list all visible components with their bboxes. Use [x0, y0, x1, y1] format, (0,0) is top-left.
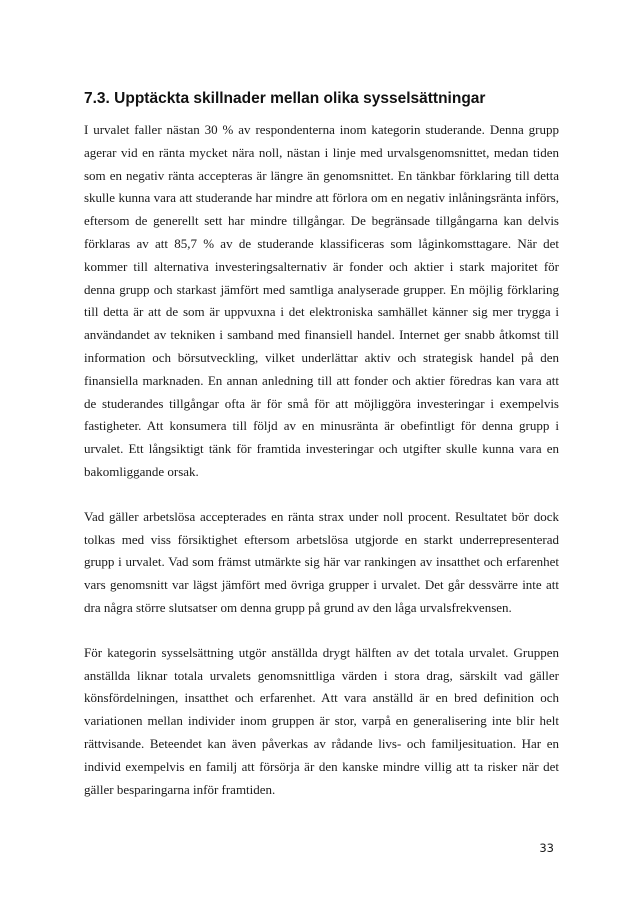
- paragraph-unemployed: Vad gäller arbetslösa accepterades en ränta strax under noll procent. Resultatet bör dock tolkas med viss försiktighet eftersom arbetslösa utgjorde en starkt underrepresenterad grupp i urvalet. Vad som främst utmärkte sig här var rankingen av insatthet och erfarenhet vars genomsnitt var lägst jämfört med övriga grupper i urvalet. Det går dessvärre inte att dra några större slutsatser om denna grupp på grund av den låga urvalsfrekvensen.: [84, 508, 559, 615]
- paragraph-employed: För kategorin sysselsättning utgör anställda drygt hälften av det totala urvalet. Gruppen anställda liknar totala urvalets genomsnittliga värden i stora drag, särskilt vad gäller könsfördelningen, insatthet och erfarenhet. Att vara anställd är en bred definition och variationen mellan individer inom gruppen är stor, varpå en generalisering inte blir helt rättvisande. Beteendet kan även påverkas av rådande livs- och familjesituation. Har en individ exempelvis en familj att försörja är den kanske mindre villig att ta risker när det gäller besparingarna inför framtiden.: [84, 644, 559, 797]
- paragraph-students: I urvalet faller nästan 30 % av respondenterna inom kategorin studerande. Denna grupp agerar vid en ränta mycket nära noll, nästan i linje med urvalsgenomsnittet, medan tiden som en negativ ränta accepteras är längre än genomsnittet. En tänkbar förklaring till detta skulle kunna vara att studerande har mindre att förlora om en negativ inlåningsränta införs, eftersom de generellt sett har mindre tillgångar. De begränsade tillgångarna kan delvis förklaras av att 85,7 % av de studerande klassificeras som låginkomsttagare. När det kommer till alternativa investeringsalternativ är fonder och aktier i stark majoritet för denna grupp och starkast jämfört med samtliga analyserade grupper. En möjlig förklaring till detta är att de som är uppvuxna i det elektroniska samhället känner sig mer trygga i användandet av tekniken i samband med finansiell handel. Internet ger snabb åtkomst till information och börsutveckling, vilket underlättar aktiv och strategisk handel på den finansiella marknaden. En annan anledning till att fonder och aktier föredras kan vara att de studerandes tillgångar ofta är för små för att möjliggöra investeringar i exempelvis fastigheter. Att konsumera till följd av en minusränta är obefintligt för denna grupp i urvalet. Ett långsiktigt tänk för framtida investeringar och utgifter skulle kunna vara en bakomliggande orsak.: [84, 122, 559, 479]
- body-text: [84, 119, 559, 801]
- page-number: 33: [539, 841, 554, 855]
- section-heading: 7.3. Upptäckta skillnader mellan olika sysselsättningar: [84, 90, 486, 107]
